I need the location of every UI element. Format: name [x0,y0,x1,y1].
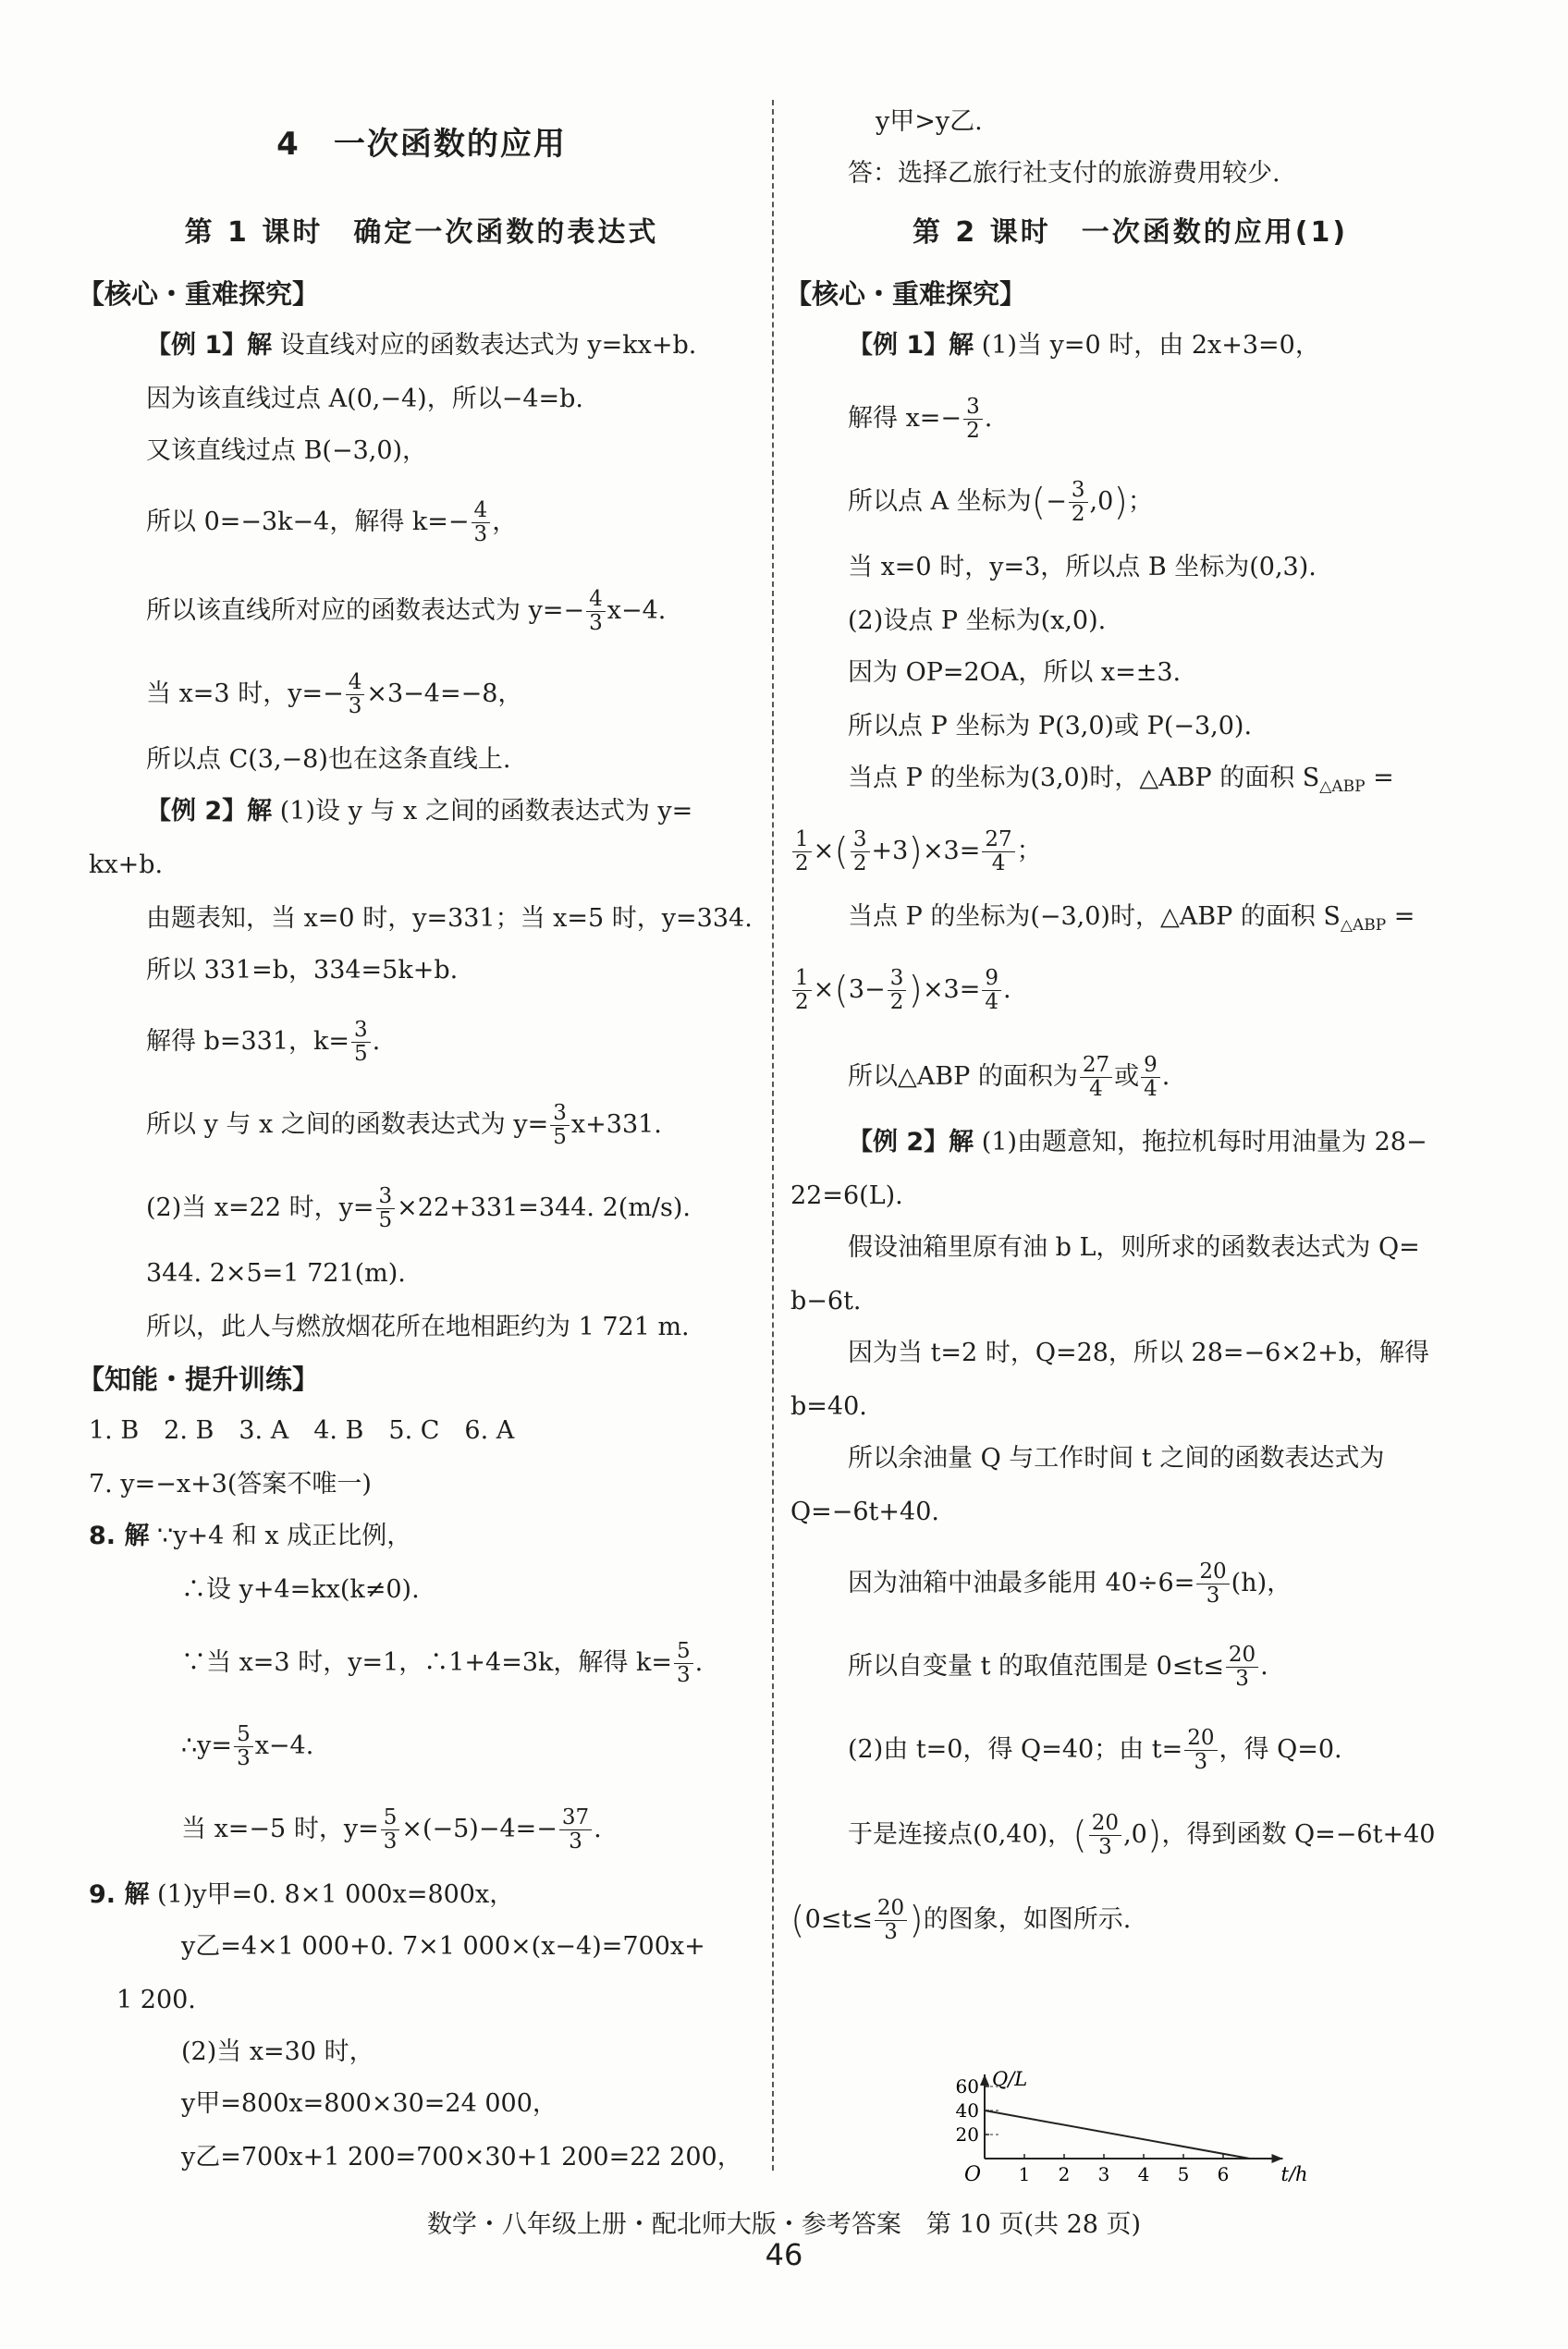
y-axis-arrow [980,2074,989,2086]
chapter-title: 4 一次函数的应用 [276,126,567,163]
x-tick-label-4: 4 [1137,2163,1150,2182]
answer-7: 7. y=−x+3(答案不唯一) [89,1470,372,1499]
r-ex2-line1: 【例 2】解 (1)由题意知，拖拉机每时用油量为 28− [848,1128,1427,1156]
chart-series [985,2110,1250,2159]
oil-chart [943,1969,1331,2182]
right-top-line2: 答：选择乙旅行社支付的旅游费用较少. [848,159,1280,188]
q9-line1: 9. 解 (1)y甲=0. 8×1 000x=800x， [89,1880,515,1909]
ex1-line7: 所以点 C(3,−8)也在这条直线上. [146,745,511,774]
section-train: 【知能・提升训练】 [78,1364,320,1395]
ex1-line4: 所以 0=−3k−4，解得 k=− $\frac{4}{3}$ ， [146,498,518,546]
chart-axes [964,2068,1308,2182]
ex2-line9: 所以，此人与燃放烟花所在地相距约为 1 721 m. [146,1313,690,1341]
r-ex1-line12: 所以△ABP 的面积为 $\frac{27}{4}$ 或 $\frac{9}{4}$ . [848,1053,1170,1101]
q8-line4: ∴y= $\frac{5}{3}$ x−4. [181,1722,314,1770]
lesson2-title: 第 2 课时 一次函数的应用(1) [912,216,1349,249]
q9-line5: y甲=800x=800×30=24 000， [181,2089,557,2118]
ex2-line4: 所以 331=b，334=5k+b. [146,956,459,985]
answers-1-6: 1. B 2. B 3. A 4. B 5. C 6. A [89,1416,515,1445]
r-ex1-line7: 所以点 P 坐标为 P(3,0)或 P(−3,0). [848,712,1253,740]
x-tick-label-1: 1 [1018,2163,1031,2182]
y-tick-label-60: 60 [955,2075,979,2098]
r-ex2-line13: (0≤t≤ $\frac{20}{3}$ )的图象，如图所示. [790,1896,1132,1944]
ex2-line3: 由题表知，当 x=0 时，y=331；当 x=5 时，y=334. [146,904,753,933]
r-ex2-line2: 22=6(L). [790,1181,903,1210]
ex1-line3: 又该直线过点 B(−3,0)， [146,436,428,465]
r-ex1-line2: 解得 x=− $\frac{3}{2}$ . [848,395,993,443]
x-tick-label-3: 3 [1097,2163,1110,2182]
r-ex1-line6: 因为 OP=2OA，所以 x=±3. [848,658,1182,687]
q9-line3: 1 200. [116,1986,196,2014]
r-ex2-line12: 于是连接点(0,40)，( $\frac{20}{3}$ ,0)，得到函数 Q=−6t+40 [848,1811,1436,1859]
ex2-line6: 所以 y 与 x 之间的函数表达式为 y= $\frac{3}{5}$ x+331. [146,1101,662,1149]
chart-ticks [956,2075,1230,2182]
q9-line6: y乙=700x+1 200=700×30+1 200=22 200， [181,2143,742,2172]
right-top-line1: y甲>y乙. [876,107,983,136]
r-ex1-line1: 【例 1】解 (1)当 y=0 时，由 2x+3=0， [848,331,1320,360]
x-axis-label: t/h [1280,2163,1308,2182]
series-line-0 [985,2110,1250,2159]
page-number: 46 [765,2237,803,2272]
lesson1-title: 第 1 课时 确定一次函数的表达式 [184,216,659,249]
page-footer: 数学・八年级上册・配北师大版・参考答案 第 10 页(共 28 页) [426,2210,1142,2239]
q8-line1: 8. 解 ∵y+4 和 x 成正比例， [89,1522,412,1550]
ex2-line7: (2)当 x=22 时，y= $\frac{3}{5}$ ×22+331=344. 2(m/s). [146,1184,691,1232]
r-ex2-line10: 所以自变量 t 的取值范围是 0≤t≤ $\frac{20}{3}$ . [848,1643,1268,1691]
ex1-line6: 当 x=3 时，y=− $\frac{4}{3}$ ×3−4=−8， [146,670,523,718]
r-ex1-line3: 所以点 A 坐标为(− $\frac{3}{2}$ ,0)； [848,478,1153,526]
r-ex1-line4: 当 x=0 时，y=3，所以点 B 坐标为(0,3). [848,553,1317,581]
r-ex2-line7: 所以余油量 Q 与工作时间 t 之间的函数表达式为 [848,1444,1385,1473]
r-ex2-line8: Q=−6t+40. [790,1498,939,1526]
q8-line2: ∴设 y+4=kx(k≠0). [181,1575,420,1604]
section-core-right: 【核心・重难探究】 [785,278,1027,310]
y-tick-label-40: 40 [955,2099,979,2122]
ex2-line2: kx+b. [89,850,164,879]
x-axis-arrow [1272,2154,1283,2163]
r-ex1-line5: (2)设点 P 坐标为(x,0). [848,606,1107,635]
r-ex2-line9: 因为油箱中油最多能用 40÷6= $\frac{20}{3}$ (h)， [848,1560,1292,1608]
origin-label: O [964,2163,982,2182]
x-tick-label-2: 2 [1058,2163,1071,2182]
r-ex2-line4: b−6t. [790,1287,862,1315]
r-ex1-line11: $\frac{1}{2}$ ×(3− $\frac{3}{2}$ )×3= $\frac{9}{4}$ . [790,967,1470,1014]
ex1-line1: 【例 1】解 设直线对应的函数表达式为 y=kx+b. [146,331,697,360]
r-ex2-line3: 假设油箱里原有油 b L，则所求的函数表达式为 Q= [848,1233,1420,1262]
q9-line4: (2)当 x=30 时， [181,2037,374,2066]
column-divider [772,100,774,2171]
ex1-line5: 所以该直线所对应的函数表达式为 y=− $\frac{4}{3}$ x−4. [146,587,667,635]
y-tick-label-20: 20 [955,2123,979,2146]
r-ex2-line6: b=40. [790,1392,867,1421]
r-ex2-line11: (2)由 t=0，得 Q=40；由 t= $\frac{20}{3}$ ，得 Q=0. [848,1726,1342,1774]
q9-line2: y乙=4×1 000+0. 7×1 000×(x−4)=700x+ [181,1932,705,1961]
r-ex1-line10: 当点 P 的坐标为(−3,0)时，△ABP 的面积 $S_{\triangle ABP}$ = [848,902,1415,935]
ex2-line8: 344. 2×5=1 721(m). [146,1259,406,1288]
r-ex2-line5: 因为当 t=2 时，Q=28，所以 28=−6×2+b，解得 [848,1339,1430,1367]
q8-line5: 当 x=−5 时，y= $\frac{5}{3}$ ×(−5)−4=− $\frac{37}{3}$ . [181,1805,602,1854]
section-core-left: 【核心・重难探究】 [78,278,320,310]
x-tick-label-5: 5 [1177,2163,1190,2182]
ex1-line2: 因为该直线过点 A(0,−4)，所以−4=b. [146,385,584,413]
q8-line3: ∵当 x=3 时，y=1，∴1+4=3k，解得 k= $\frac{5}{3}$ . [181,1639,704,1687]
r-ex1-line9: $\frac{1}{2}$ ×( $\frac{3}{2}$ +3)×3= $\frac{27}{4}$ ； [790,828,1470,875]
r-ex1-line8: 当点 P 的坐标为(3,0)时，△ABP 的面积 $S_{\triangle ABP}$ = [848,764,1394,796]
ex2-line5: 解得 b=331，k= $\frac{3}{5}$ . [146,1018,381,1066]
ex2-line1: 【例 2】解 (1)设 y 与 x 之间的函数表达式为 y= [146,797,693,826]
y-axis-label: Q/L [992,2068,1028,2090]
x-tick-label-6: 6 [1217,2163,1230,2182]
